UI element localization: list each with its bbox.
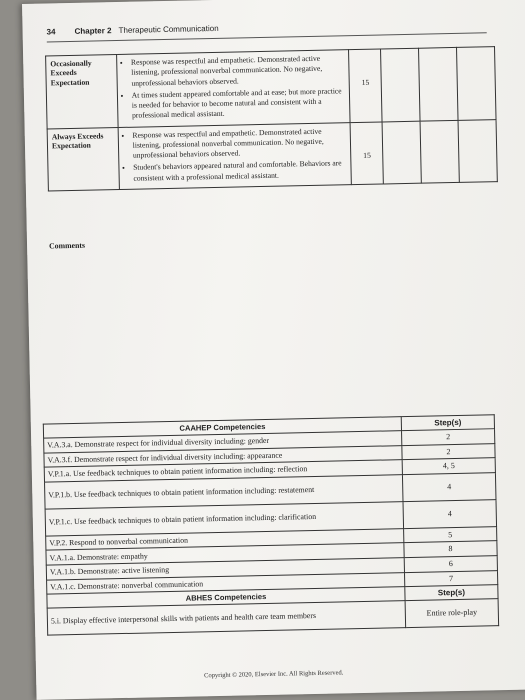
competency-steps: 2 — [402, 443, 495, 460]
rubric-level: Occasionally Exceeds Expectation — [46, 55, 118, 129]
rubric-row — [47, 119, 497, 191]
rubric-bullet: • Student's behaviors appeared natural and comfortable. Behaviors are consistent with a professional medical assistant. — [133, 158, 347, 183]
competency-text: V.A.1.c. Demonstrate: nonverbal communication — [47, 572, 405, 594]
competency-steps: 2 — [402, 429, 495, 446]
rubric-level: Always Exceeds Expectation — [47, 127, 119, 191]
rubric-bullet: • At times student appeared comfortable and at ease; but more practice is needed for behavior to become natural and consistent with a professional medical assistant. — [132, 86, 346, 121]
abhes-steps-header: Step(s) — [405, 585, 498, 601]
rubric-points: 15 — [350, 121, 383, 184]
abhes-header: ABHES Competencies — [47, 587, 405, 608]
rubric-bullet: • Response was respectful and empathetic. Demonstrated active listening, professional nonverbal communication. No negative, unprofessional behaviors observed. — [132, 126, 346, 161]
rubric-table — [45, 46, 498, 191]
competency-steps: Entire role-play — [405, 599, 499, 628]
page-header — [46, 18, 486, 42]
competency-text: 5.i. Display effective interpersonal skills with patients and health care team members — [47, 601, 405, 635]
competency-text: V.A.3.f. Demonstrate respect for individual diversity including: appearance — [44, 445, 402, 467]
competency-steps: 4 — [402, 472, 496, 501]
score-cell[interactable] — [419, 47, 458, 120]
rubric-points: 15 — [349, 49, 382, 122]
competency-text: V.A.1.a. Demonstrate: empathy — [46, 543, 404, 565]
competency-steps: 6 — [404, 556, 497, 573]
copyright-footer: Copyright © 2020, Elsevier Inc. All Rights Reserved. — [204, 669, 344, 680]
competency-text: V.P.1.a. Use feedback techniques to obtain patient information including: reflection — [44, 460, 402, 482]
chapter-title: Therapeutic Communication — [118, 23, 219, 35]
rubric-row — [46, 47, 496, 129]
competency-text: V.P.2. Respond to nonverbal communication — [46, 528, 404, 550]
competency-text: V.A.3.a. Demonstrate respect for individual diversity including: gender — [44, 431, 402, 453]
caahep-header: CAAHEP Competencies — [43, 417, 401, 438]
competency-steps: 7 — [404, 570, 497, 587]
competency-steps: 4, 5 — [402, 458, 495, 475]
score-cell[interactable] — [458, 119, 497, 182]
score-cell[interactable] — [420, 120, 459, 183]
score-cell[interactable] — [457, 47, 496, 120]
competency-text: V.P.1.b. Use feedback techniques to obtain patient information including: restatement — [45, 474, 403, 508]
rubric-bullet: • Response was respectful and empathetic. Demonstrated active listening, professional nonverbal communication. No negative, unprofessional behaviors observed. — [131, 53, 345, 88]
comments-label: Comments — [48, 240, 86, 251]
steps-header: Step(s) — [401, 415, 494, 431]
competency-text: V.P.1.c. Use feedback techniques to obtain patient information including: clarification — [45, 501, 403, 535]
competency-text: V.A.1.b. Demonstrate: active listening — [46, 558, 404, 580]
rubric-description — [116, 50, 350, 127]
chapter-label: Chapter 2 — [74, 26, 112, 36]
score-cell[interactable] — [382, 121, 421, 184]
competency-steps: 5 — [404, 526, 497, 543]
rubric-description — [118, 122, 352, 189]
page-number: 34 — [46, 27, 56, 37]
score-cell[interactable] — [381, 48, 420, 121]
competency-steps: 8 — [404, 541, 497, 558]
competency-steps: 4 — [403, 499, 497, 528]
competencies-table — [43, 414, 499, 636]
textbook-page — [22, 0, 525, 700]
